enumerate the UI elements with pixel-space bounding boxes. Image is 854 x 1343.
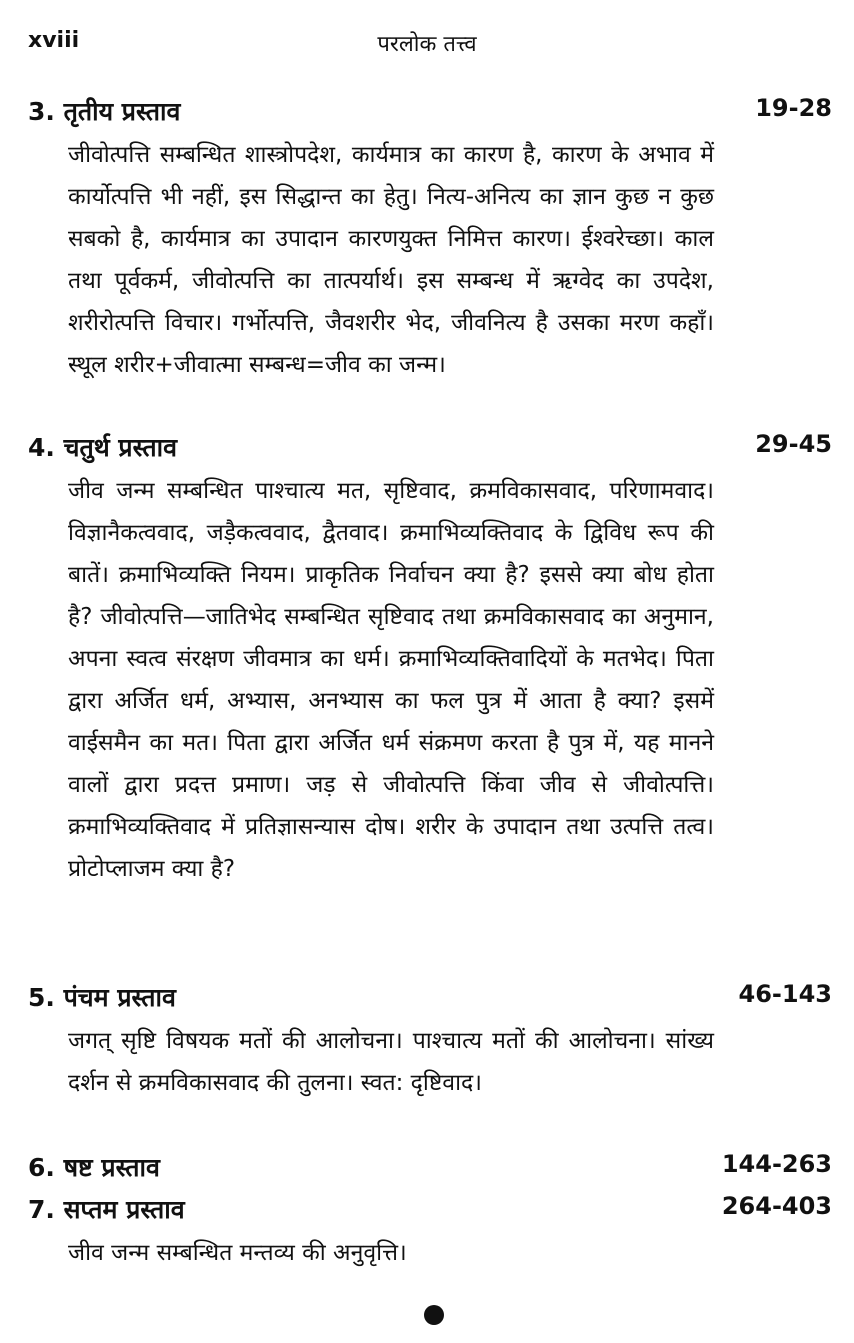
running-title: परलोक तत्त्व <box>377 32 477 57</box>
entry-description: जगत् सृष्टि विषयक मतों की आलोचना। पाश्चात्य मतों की आलोचना। सांख्य दर्शन से क्रमविकासवाद की तुलना। स्वत: दृष्टिवाद। <box>68 1028 714 1096</box>
entry-title: 3. तृतीय प्रस्ताव <box>28 97 181 126</box>
entry-title: 6. षष्ट प्रस्ताव <box>28 1153 160 1182</box>
entry-page-range: 264-403 <box>721 1192 832 1220</box>
entry-page-range: 46-143 <box>738 980 832 1008</box>
entry-title: 5. पंचम प्रस्ताव <box>28 983 176 1012</box>
entry-page-range: 29-45 <box>755 430 832 458</box>
toc-entry-4 <box>28 430 832 890</box>
entry-page-range: 144-263 <box>721 1150 832 1178</box>
entry-description: जीव जन्म सम्बन्धित पाश्चात्य मत, सृष्टिवाद, क्रमविकासवाद, परिणामवाद। विज्ञानैकत्ववाद, जड़ैकत्ववाद, द्वैतवाद। क्रमाभिव्यक्तिवाद के द्विविध रूप की बातें। क्रमाभिव्यक्ति नियम। प्राकृतिक निर्वाचन क्या है? इससे क्या बोध होता है? जीवोत्पत्ति—जातिभेद सम्बन्धित सृष्टिवाद तथा क्रमविकासवाद का अनुमान, अपना स्वत्व संरक्षण जीवमात्र का धर्म। क्रमाभिव्यक्तिवादियों के मतभेद। पिता द्वारा अर्जित धर्म, अभ्यास, अनभ्यास का फल पुत्र में आता है क्या? इसमें वाईसमैन का मत। पिता द्वारा अर्जित धर्म संक्रमण करता है पुत्र में, यह मानने वालों द्वारा प्रदत्त प्रमाण। जड़ से जीवोत्पत्ति किंवा जीव से जीवोत्पत्ति। क्रमाभिव्यक्तिवाद में प्रतिज्ञासन्यास दोष। शरीर के उपादान तथा उत्पत्ति तत्व। प्रोटोप्लाजम क्या है? <box>68 478 714 882</box>
page-number: xviii <box>28 28 80 53</box>
page-header <box>28 28 826 58</box>
toc-entry-7 <box>28 1192 832 1274</box>
toc-entry-3 <box>28 94 832 386</box>
entry-description: जीव जन्म सम्बन्धित मन्तव्य की अनुवृत्ति। <box>68 1240 407 1266</box>
entry-title: 4. चतुर्थ प्रस्ताव <box>28 433 177 462</box>
toc-entry-5 <box>28 980 832 1104</box>
toc-entry-6 <box>28 1150 832 1190</box>
entry-title: 7. सप्तम प्रस्ताव <box>28 1195 185 1224</box>
entry-page-range: 19-28 <box>755 94 832 122</box>
entry-description: जीवोत्पत्ति सम्बन्धित शास्त्रोपदेश, कार्यमात्र का कारण है, कारण के अभाव में कार्योत्पत्ति भी नहीं, इस सिद्धान्त का हेतु। नित्य-अनित्य का ज्ञान कुछ न कुछ सबको है, कार्यमात्र का उपादान कारणयुक्त निमित्त कारण। ईश्वरेच्छा। काल तथा पूर्वकर्म, जीवोत्पत्ति का तात्पर्यार्थ। इस सम्बन्ध में ऋग्वेद का उपदेश, शरीरोत्पत्ति विचार। गर्भोत्पत्ति, जैवशरीर भेद, जीवनित्य है उसका मरण कहाँ। स्थूल शरीर+जीवात्मा सम्बन्ध=जीव का जन्म। <box>68 142 714 378</box>
bullet-ornament <box>424 1305 444 1325</box>
